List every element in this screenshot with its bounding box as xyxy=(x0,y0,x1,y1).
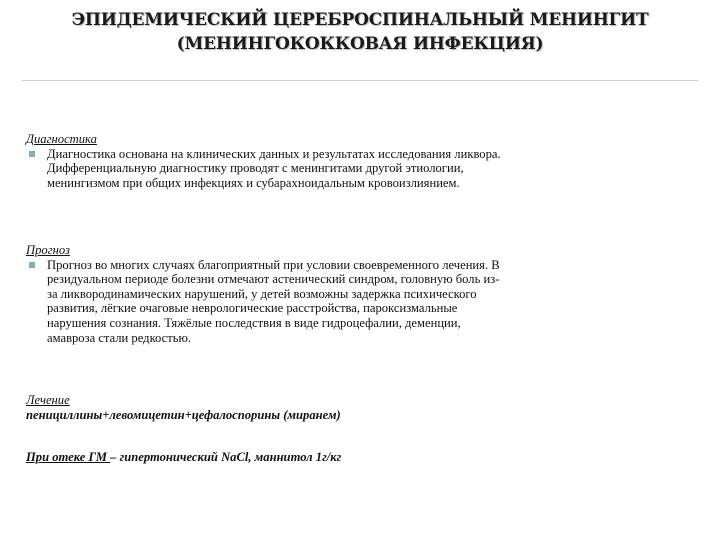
diagnostics-bullet xyxy=(26,147,692,191)
prognosis-bullet xyxy=(26,258,692,346)
prognosis-line: резидуальном периоде болезни отмечают астенический синдром, головную боль из- xyxy=(47,272,500,287)
prognosis-line: за ликвородинамических нарушений, у детей возможны задержка психического xyxy=(47,286,477,301)
title-line-2: (МЕНИНГОКОККОВАЯ ИНФЕКЦИЯ) xyxy=(176,34,544,54)
section-prognosis xyxy=(26,243,692,345)
treatment-heading: Лечение xyxy=(26,393,70,407)
treatment-text: пенициллины+левомицетин+цефалоспорины (миранем) xyxy=(26,407,341,422)
diagnostics-line: Дифференциальную диагностику проводят с менингитами другой этиологии, xyxy=(47,161,464,176)
section-edema xyxy=(26,450,692,465)
title-divider xyxy=(22,80,698,81)
section-treatment xyxy=(26,393,692,422)
diagnostics-heading: Диагностика xyxy=(26,132,97,146)
prognosis-heading: Прогноз xyxy=(26,243,70,257)
title-line-1: ЭПИДЕМИЧЕСКИЙ ЦЕРЕБРОСПИНАЛЬНЫЙ МЕНИНГИТ xyxy=(71,10,649,30)
section-diagnostics xyxy=(26,132,692,190)
prognosis-line: амавроза стали редкостью. xyxy=(47,330,192,345)
prognosis-line: Прогноз во многих случаях благоприятный при условии своевременного лечения. В xyxy=(47,257,500,272)
bullet-square-icon xyxy=(29,262,35,268)
prognosis-line: развития, лёгкие очаговые неврологические расстройства, пароксизмальные xyxy=(47,301,458,316)
edema-text: – гипертонический NaCl, маннитол 1г/кг xyxy=(110,450,342,464)
slide-title xyxy=(0,8,720,56)
bullet-square-icon xyxy=(29,151,35,157)
prognosis-line: нарушения сознания. Тяжёлые последствия в виде гидроцефалии, деменции, xyxy=(47,315,461,330)
edema-label: При отеке ГМ xyxy=(26,450,111,464)
diagnostics-line: Диагностика основана на клинических данных и результатах исследования ликвора. xyxy=(47,146,501,161)
diagnostics-line: менингизмом при общих инфекциях и субарахноидальным кровоизлиянием. xyxy=(47,175,460,190)
